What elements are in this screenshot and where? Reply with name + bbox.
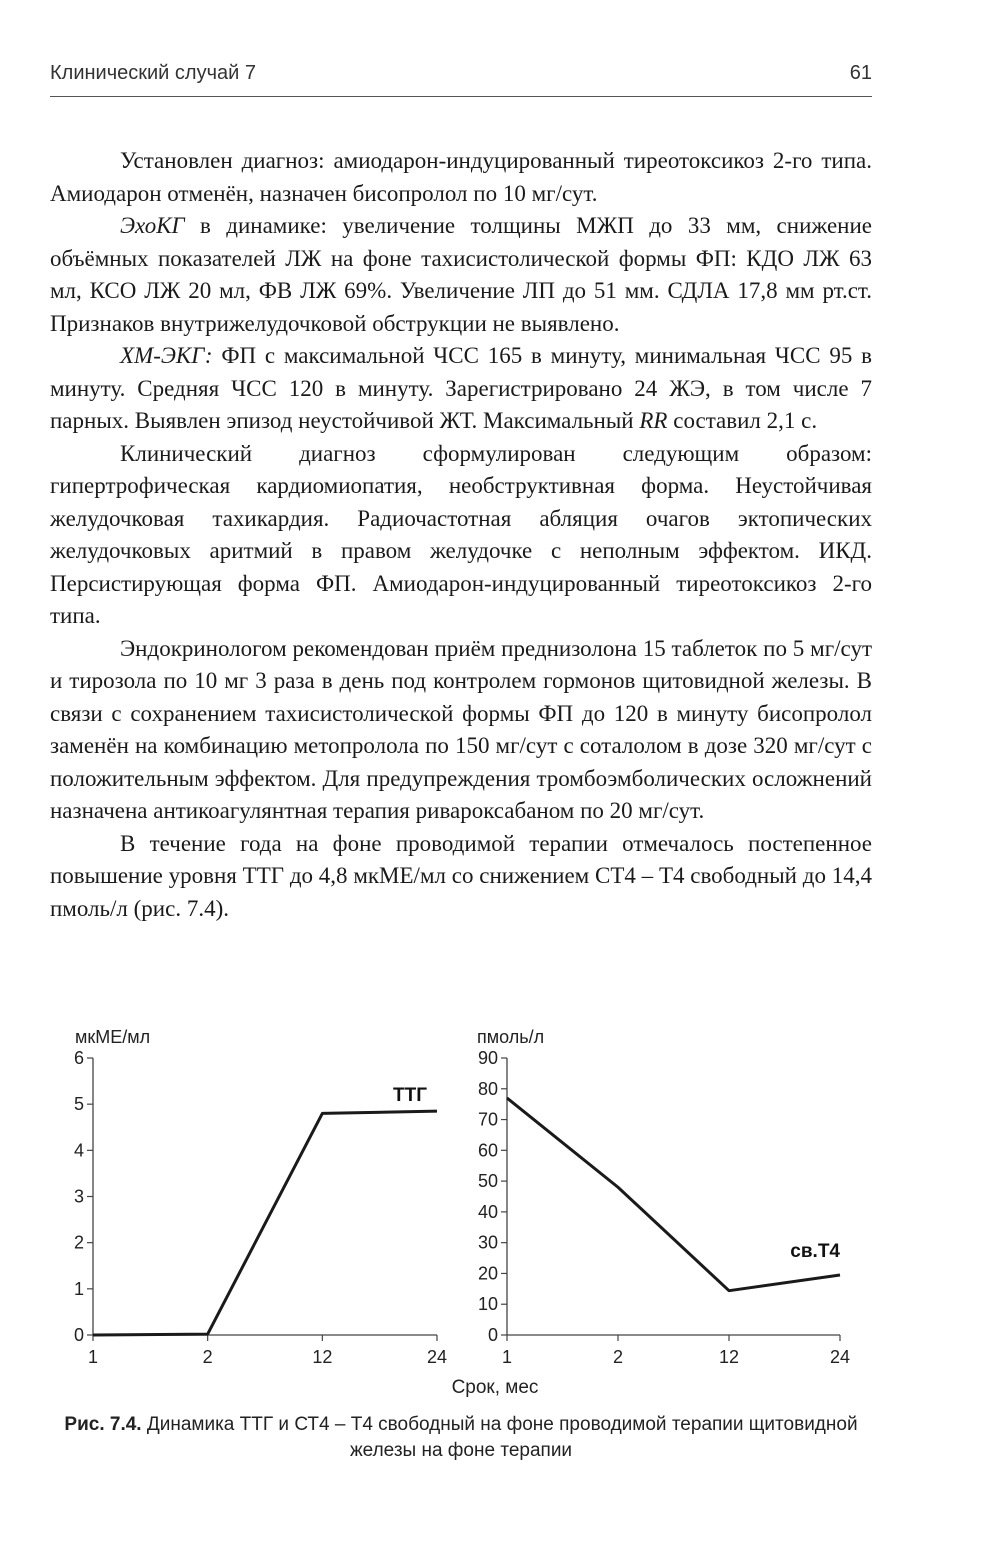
paragraph-followup xyxy=(50,828,872,926)
y-tick-label: 20 xyxy=(477,1263,498,1284)
chapter-title: Клинический случай 7 xyxy=(50,62,256,84)
chart-tsh xyxy=(74,1027,447,1367)
paragraph-text: В течение года на фоне проводимой терапии отмечалось постепенное повышение уровня ТТГ до 4,8 мкМЕ/мл со снижением СТ4 – Т4 свободный до 14,4 пмоль/л (рис. 7.4). xyxy=(50,830,872,921)
caption-text: Динамика ТТГ и СТ4 – Т4 свободный на фоне проводимой терапии щитовидной железы на фоне терапии xyxy=(141,1414,858,1461)
y-tick-label: 5 xyxy=(73,1094,84,1115)
y-axis-unit-label: пмоль/л xyxy=(477,1027,545,1047)
running-header xyxy=(50,62,872,97)
paragraph-text: ФП с максимальной ЧСС 165 в минуту, минимальная ЧСС 95 в минуту. Средняя ЧСС 120 в минуту. Зарегистрировано 24 ЖЭ, в том числе 7 парных. Выявлен эпизод неустойчивой ЖТ. Максимальный xyxy=(50,343,872,433)
y-tick-label: 40 xyxy=(477,1201,498,1222)
paragraph-lead: ХМ-ЭКГ: xyxy=(120,343,213,368)
paragraph-text: Эндокринологом рекомендован приём преднизолона 15 таблеток по 5 мг/сут и тирозола по 10 мг 3 раза в день под контролем гормонов щитовидной железы. В связи с сохранением тахисистолической формы ФП до 120 в минуту бисопролол заменён на комбинацию метопролола по 150 мг/сут с соталолом в дозе 320 мг/сут с положительным эффектом. Для предупреждения тромбоэмболических осложнений назначена антикоагулянтная терапия ривароксабаном по 20 мг/сут. xyxy=(50,635,872,823)
figure-caption xyxy=(50,1412,872,1464)
y-tick-label: 3 xyxy=(73,1186,84,1207)
series-label: св.Т4 xyxy=(790,1240,840,1262)
y-tick-label: 70 xyxy=(477,1109,498,1130)
body-text xyxy=(50,145,872,925)
series-label: ТТГ xyxy=(393,1085,427,1107)
y-tick-label: 90 xyxy=(477,1048,498,1068)
paragraph-text: Установлен диагноз: амиодарон-индуцированный тиреотоксикоз 2-го типа. Амиодарон отменён, назначен бисопролол по 10 мг/сут. xyxy=(50,148,872,206)
y-axis-unit-label: мкМЕ/мл xyxy=(75,1027,151,1047)
y-tick-label: 60 xyxy=(477,1140,498,1161)
paragraph-text: Клинический диагноз сформулирован следующим образом: гипертрофическая кардиомиопатия, необструктивная форма. Неустойчивая желудочковая тахикардия. Радиочастотная абляция очагов эктопических желудочковых аритмий в правом желудочке с неполным эффектом. ИКД. Персистирующая форма ФП. Амиодарон-индуцированный тиреотоксикоз 2-го типа. xyxy=(50,440,872,628)
x-tick-label: 2 xyxy=(612,1347,624,1367)
rr-italic: RR xyxy=(639,408,668,433)
paragraph-echo xyxy=(50,210,872,340)
series-line xyxy=(93,1111,437,1335)
x-tick-label: 2 xyxy=(202,1347,213,1367)
x-tick-label: 1 xyxy=(501,1347,513,1367)
y-tick-label: 0 xyxy=(487,1325,498,1345)
y-tick-label: 0 xyxy=(73,1325,84,1345)
x-tick-label: 12 xyxy=(718,1347,740,1367)
y-tick-label: 30 xyxy=(477,1232,498,1253)
y-tick-label: 6 xyxy=(73,1048,84,1068)
paragraph-clinical-diagnosis xyxy=(50,438,872,633)
chart-ft4 xyxy=(477,1027,850,1367)
paragraph-holter xyxy=(50,340,872,438)
y-tick-label: 2 xyxy=(73,1232,84,1253)
x-tick-label: 12 xyxy=(312,1347,333,1367)
y-tick-label: 1 xyxy=(73,1278,84,1299)
y-tick-label: 4 xyxy=(73,1140,84,1161)
shared-x-axis-label: Срок, мес xyxy=(451,1377,539,1398)
x-tick-label: 24 xyxy=(426,1347,448,1367)
caption-label: Рис. 7.4. xyxy=(64,1414,142,1435)
x-tick-label: 1 xyxy=(87,1347,99,1367)
x-tick-label: 24 xyxy=(829,1347,851,1367)
paragraph-text: в динамике: увеличение толщины МЖП до 33 мм, снижение объёмных показателей ЛЖ на фоне тахисистолической формы ФП: КДО ЛЖ 63 мл, КСО ЛЖ 20 мл, ФВ ЛЖ 69%. Увеличение ЛП до 51 мм. СДЛА 17,8 мм рт.ст. Признаков внутрижелудочковой обструкции не выявлено. xyxy=(50,213,872,336)
y-tick-label: 10 xyxy=(477,1294,498,1315)
figure-charts xyxy=(40,1015,880,1405)
y-tick-label: 80 xyxy=(477,1078,498,1099)
rr-text: составил 2,1 с. xyxy=(667,408,818,433)
paragraph-lead: ЭхоКГ xyxy=(120,213,185,238)
charts-svg xyxy=(40,1015,880,1405)
paragraph-endocrinology xyxy=(50,633,872,828)
page-number: 61 xyxy=(849,62,872,84)
paragraph-diagnosis xyxy=(50,145,872,210)
y-tick-label: 50 xyxy=(477,1171,498,1192)
